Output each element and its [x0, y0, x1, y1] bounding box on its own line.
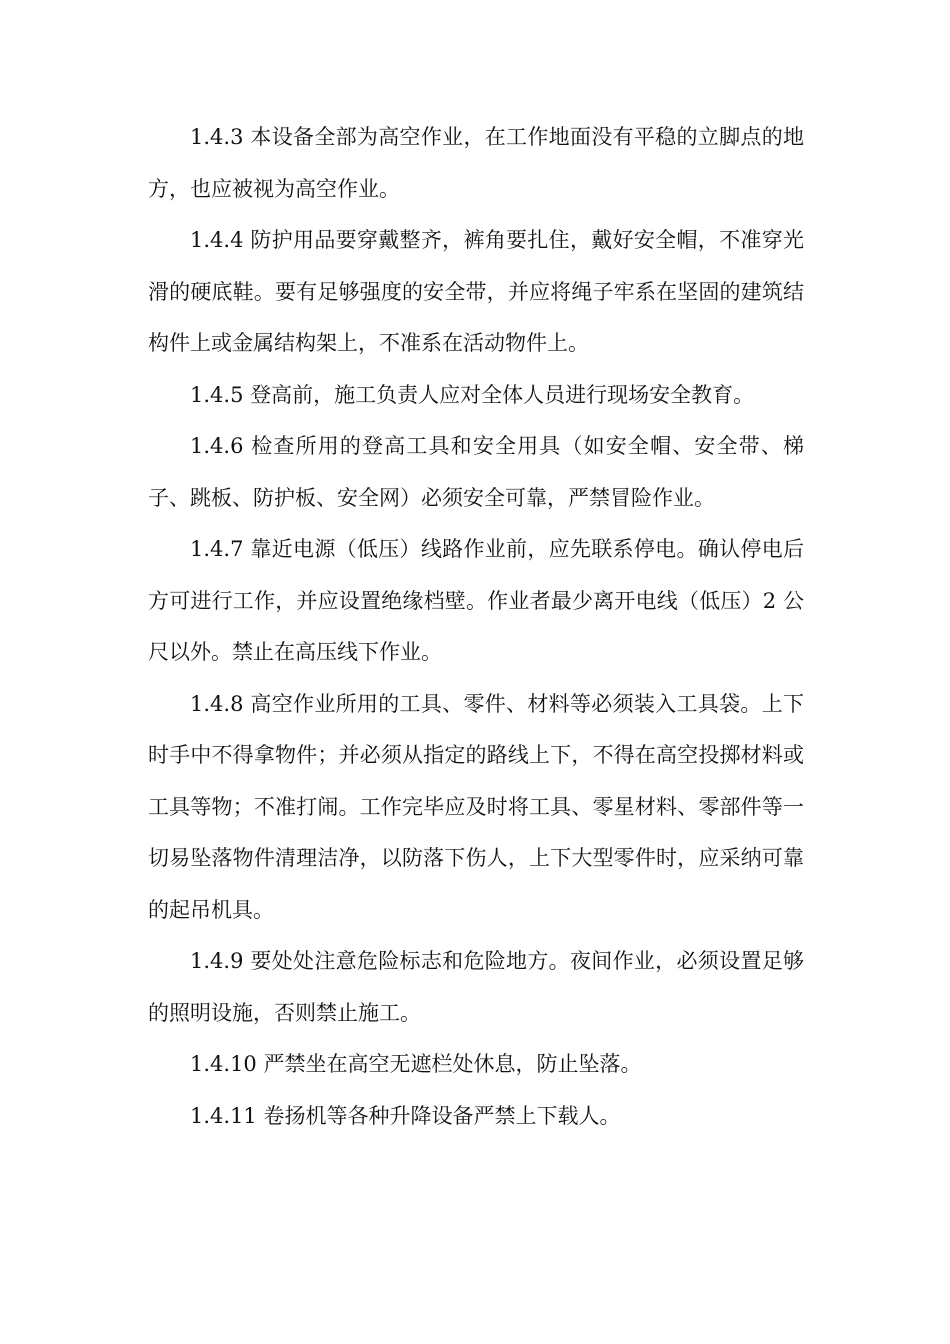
paragraph-1-4-4: 1.4.4 防护用品要穿戴整齐，裤角要扎住，戴好安全帽，不准穿光滑的硬底鞋。要有足够强度的安全带，并应将绳子牢系在坚固的建筑结构件上或金属结构架上，不准系在活动物件上。 [148, 228, 804, 355]
paragraph-1-4-5: 1.4.5 登高前，施工负责人应对全体人员进行现场安全教育。 [190, 382, 755, 407]
paragraph-1-4-10: 1.4.10 严禁坐在高空无遮栏处休息，防止坠落。 [190, 1052, 642, 1076]
paragraph-1-4-7: 1.4.7 靠近电源（低压）线路作业前，应先联系停电。确认停电后方可进行工作，并应设置绝缘档壁。作业者最少离开电线（低压）2 公尺以外。禁止在高压线下作业。 [148, 537, 804, 664]
paragraph-1-4-3: 1.4.3 本设备全部为高空作业，在工作地面没有平稳的立脚点的地方，也应被视为高空作业。 [148, 125, 804, 201]
paragraph-1-4-11: 1.4.11 卷扬机等各种升降设备严禁上下载人。 [190, 1103, 621, 1128]
paragraph-1-4-8: 1.4.8 高空作业所用的工具、零件、材料等必须装入工具袋。上下时手中不得拿物件；并必须从指定的路线上下，不得在高空投掷材料或工具等物；不准打闹。工作完毕应及时将工具、零星材料、零部件等一切易坠落物件清理洁净，以防落下伤人，上下大型零件时，应采纳可靠的起吊机具。 [148, 691, 804, 922]
paragraph-1-4-6: 1.4.6 检查所用的登高工具和安全用具（如安全帽、安全带、梯子、跳板、防护板、安全网）必须安全可靠，严禁冒险作业。 [148, 434, 804, 510]
paragraph-1-4-9: 1.4.9 要处处注意危险标志和危险地方。夜间作业，必须设置足够的照明设施，否则禁止施工。 [148, 949, 804, 1025]
document-body [148, 112, 804, 1142]
